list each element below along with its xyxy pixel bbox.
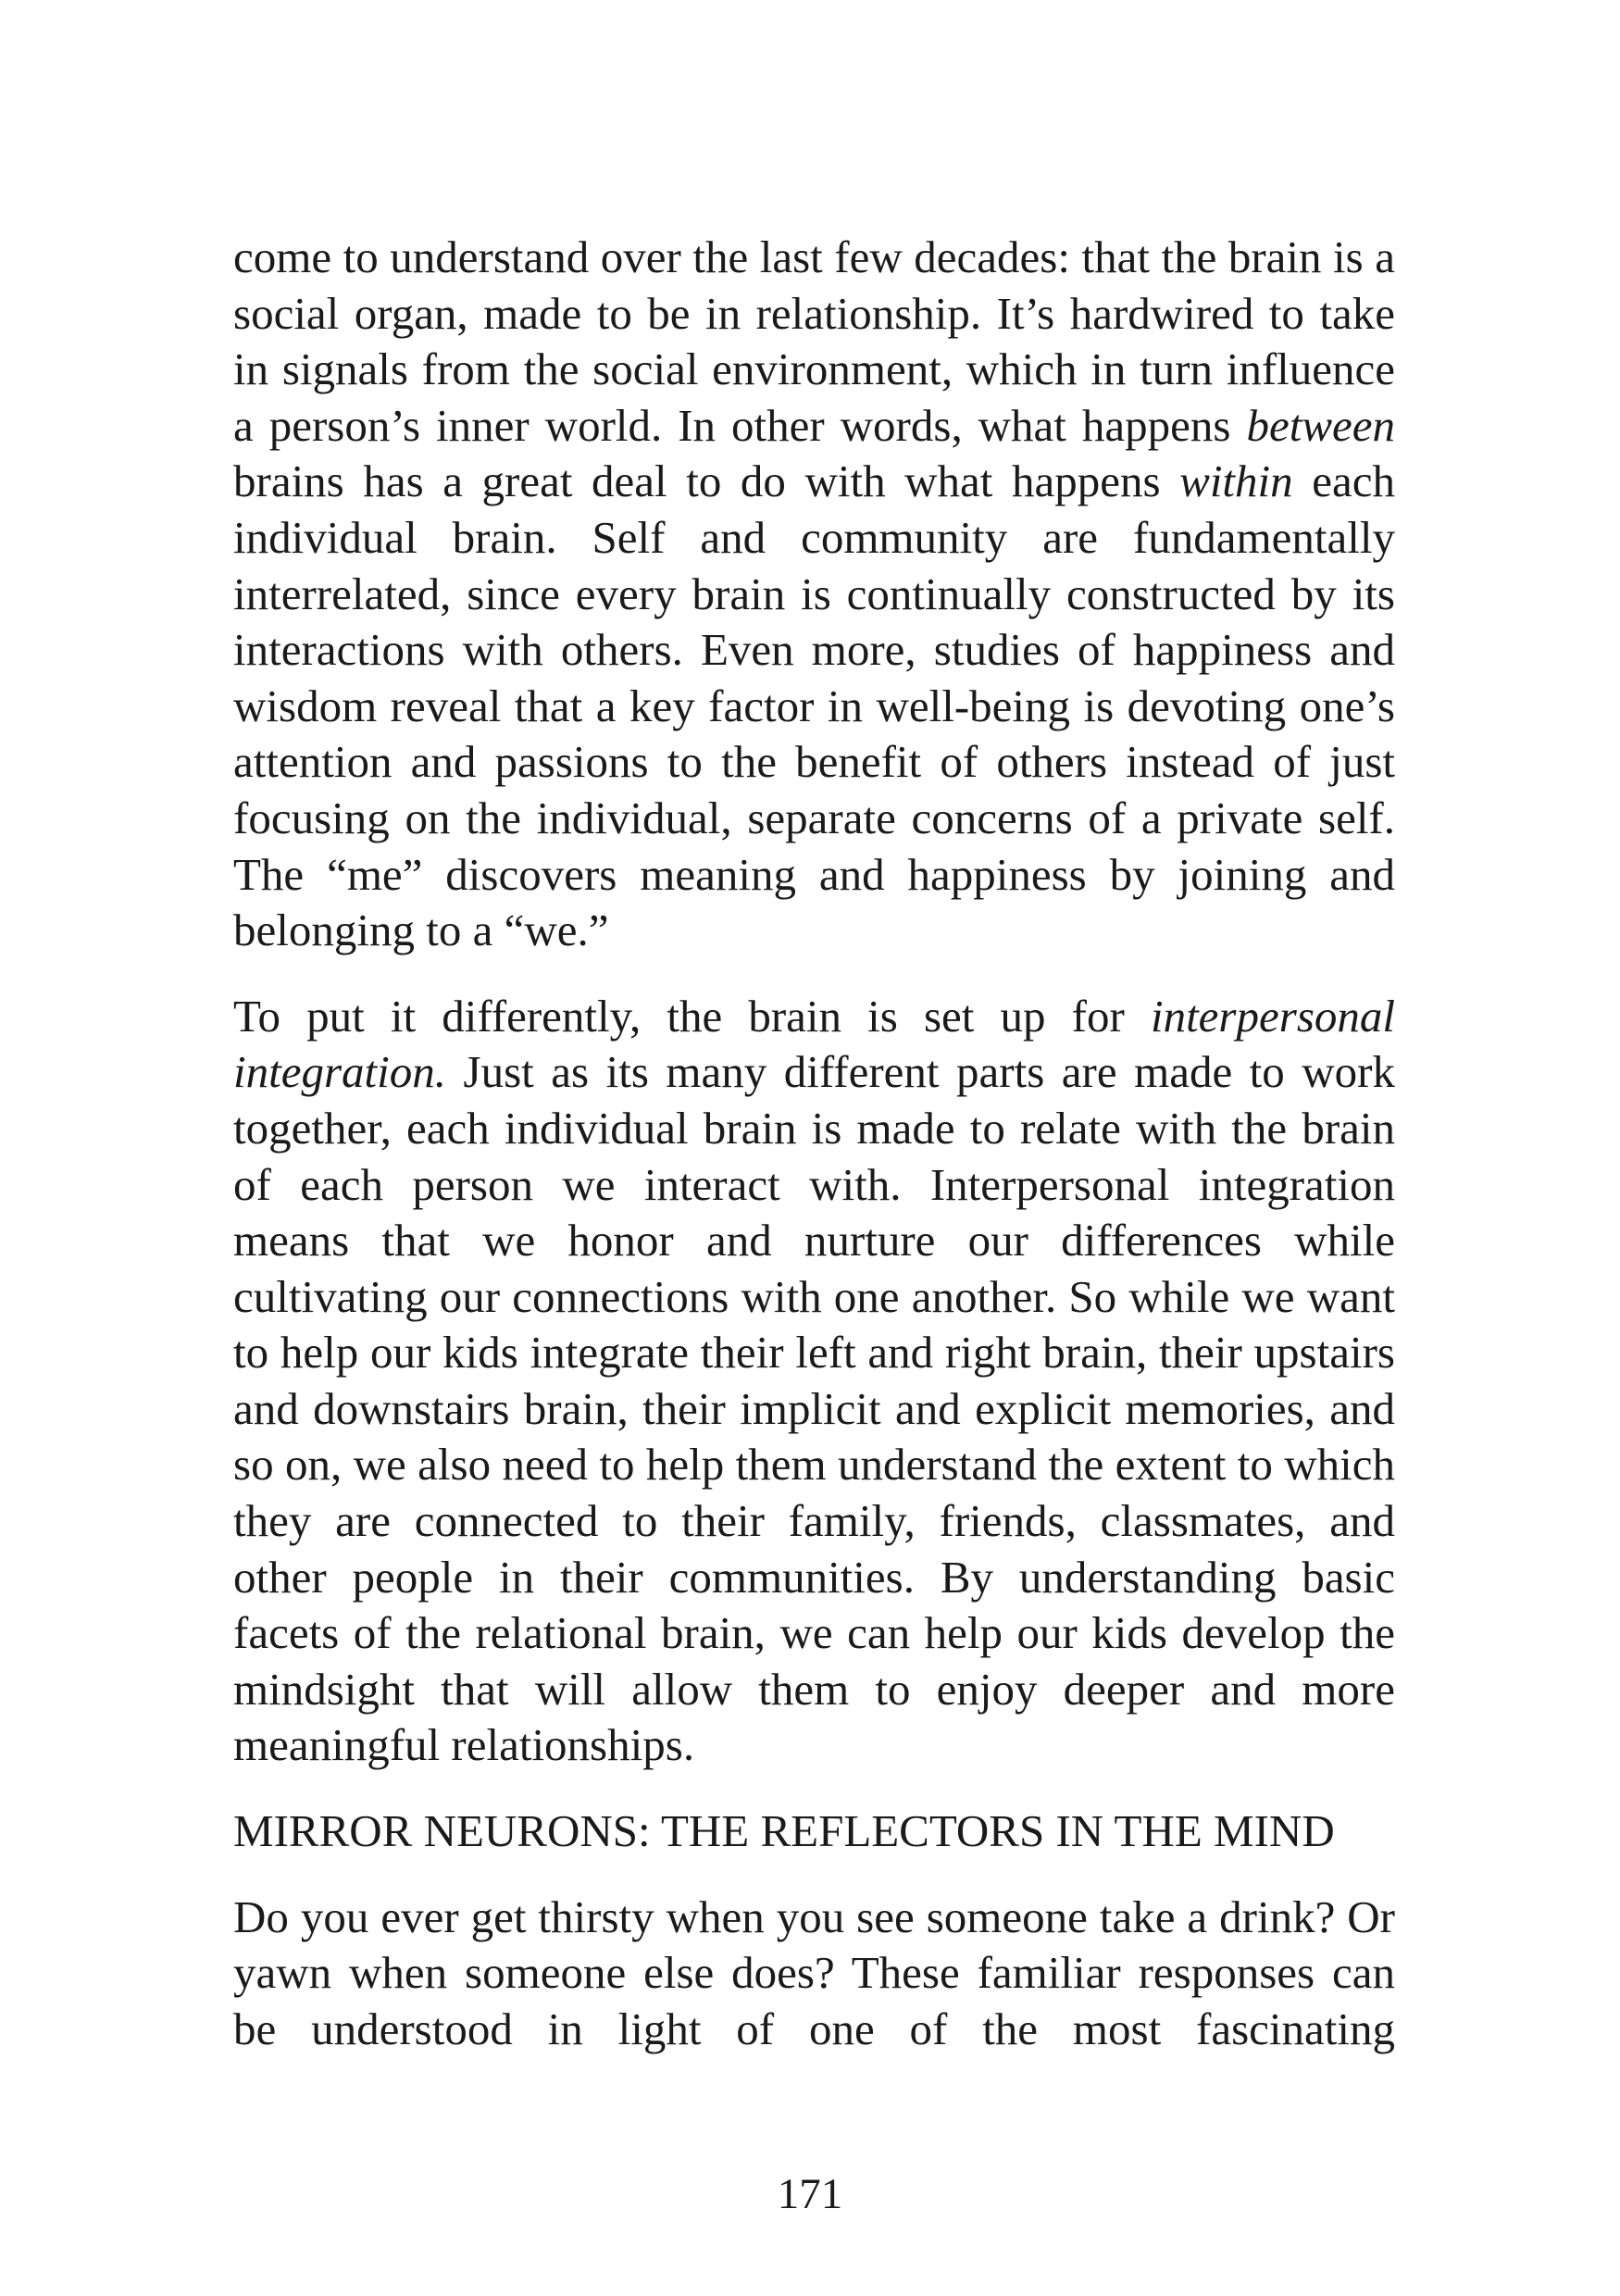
paragraph-2 (233, 989, 1395, 1774)
text-run: To put it differently, the brain is set up for (233, 990, 1151, 1042)
text-run: Just as its many different parts are made to work together, each individual brain is made to relate with the brain of each person we interact with. Interpersonal integration means that we honor and nurture our differences while cultivating our connections with one another. So while we want to help our kids integrate their left and right brain, their upstairs and downstairs brain, their implicit and explicit memories, and so on, we also need to help them understand the extent to which they are connected to their family, friends, classmates, and other people in their communities. By understanding basic facets of the relational brain, we can help our kids develop the mindsight that will allow them to enjoy deeper and more meaningful relationships. (233, 1046, 1395, 1771)
italic-run: within (1179, 455, 1293, 507)
text-run: come to understand over the last few decades: that the brain is a social organ, made to be in relationship. It’s hardwired to take in signals from the social environment, which in turn influence a person’s inner world. In other words, what happens (233, 231, 1395, 451)
page-body (233, 230, 1395, 2057)
text-run: each individual brain. Self and community are fundamentally interrelated, since every brain is continually constructed by its interactions with others. Even more, studies of happiness and wisdom reveal that a key factor in well-being is devoting one’s attention and passions to the benefit of others instead of just focusing on the individual, separate concerns of a private self. The “me” discovers meaning and happiness by joining and belonging to a “we.” (233, 455, 1395, 956)
italic-run: interpersonal integration. (233, 990, 1395, 1098)
paragraph-3: Do you ever get thirsty when you see someone take a drink? Or yawn when someone else does? These familiar responses can be understood in light of one of the most fascinating (233, 1890, 1395, 2054)
paragraph-1 (233, 230, 1395, 959)
italic-run: between (1246, 399, 1395, 451)
section-heading: MIRROR NEURONS: THE REFLECTORS IN THE MIND (233, 1805, 1335, 1857)
text-run: brains has a great deal to do with what happens (233, 455, 1180, 507)
page-number: 171 (777, 2170, 843, 2218)
